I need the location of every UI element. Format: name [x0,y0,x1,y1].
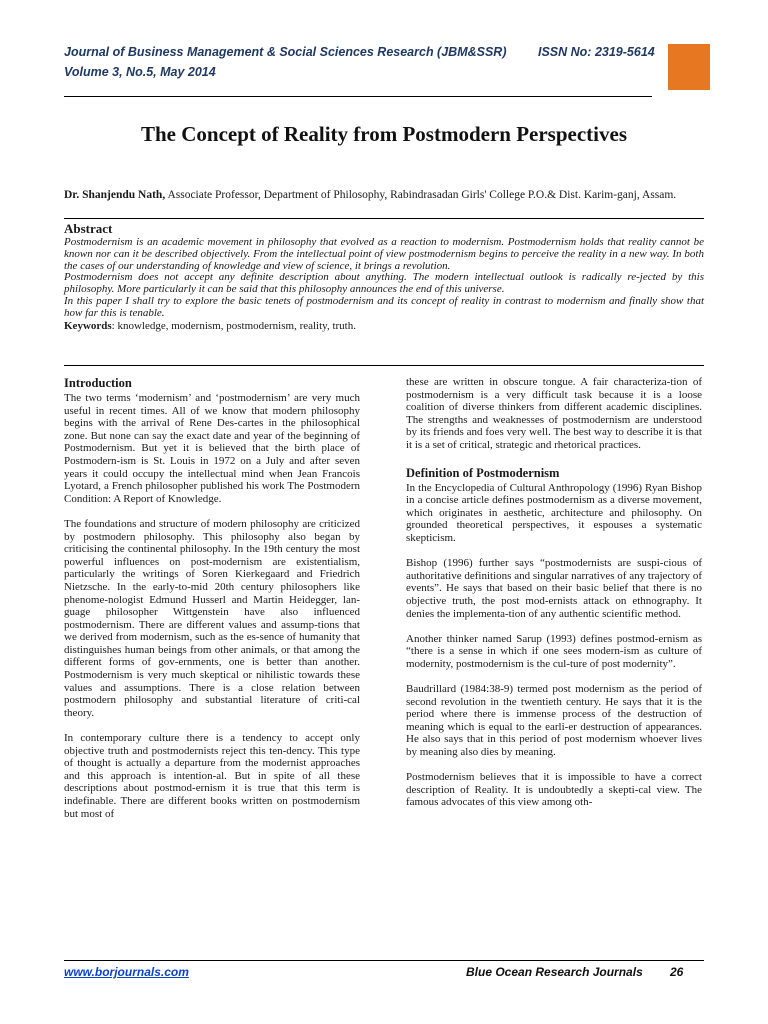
left-column [64,376,360,833]
author-name: Dr. Shanjendu Nath, [64,189,166,201]
abstract-paragraph: Postmodernism does not accept any definite description about anything. The modern intellectual outlook is radically re-jected by this philosophy. More particularly it can be said that this philosophy announces the end of this universe. [64,271,704,296]
definition-heading: Definition of Postmodernism [406,465,560,480]
body-paragraph: Postmodernism believes that it is impossible to have a correct description of Reality. It is undoubtedly a skepti-cal view. The famous advocates of this view among oth- [406,771,702,809]
body-paragraph: Another thinker named Sarup (1993) defines postmod-ernism as “there is a sense in which if one sees modern-ism as culture of modernity, postmodernism is the cul-ture of post modernity”. [406,632,702,670]
abstract-section [64,221,704,332]
author-affiliation: Associate Professor, Department of Philosophy, Rabindrasadan Girls' College P.O.& Dist. Karim-ganj, Assam. [165,189,677,201]
body-paragraph: In the Encyclopedia of Cultural Anthropology (1996) Ryan Bishop in a concise article defines postmodernism as a diverse movement, which originates in aesthetic, architecture and philosophy. On grounded theoretical perspectives, it espouses a systematic skepticism. [406,481,702,544]
author-line [64,188,704,202]
right-column [406,376,702,822]
abstract-divider [64,365,704,366]
issn-number: ISSN No: 2319-5614 [538,45,655,59]
body-paragraph: In contemporary culture there is a tendency to accept only objective truth and postmodernists reject this ten-dency. This type of thought is actually a departure from the modernist approaches and this approach is intention-al. But in spite of all these descriptions about postmod-ernism it is true that this term is indefinable. There are different books written on postmodernism but most of [64,732,360,820]
keywords-label: Keywords [64,319,112,332]
keywords-line [64,321,704,333]
author-divider [64,218,704,219]
body-paragraph: Baudrillard (1984:38-9) termed post modernism as the period of second revolution in the twentieth century. He says that it is the period where there is immense process of the destruction of meaning which is equal to the earli-er destruction of appearances. He also says that in this period of post modernism whoever lives by meaning also dies by meaning. [406,683,702,759]
header-accent-block [668,44,710,90]
page-number: 26 [670,965,684,979]
publisher-name: Blue Ocean Research Journals [466,965,643,979]
journal-header [64,42,704,82]
header-divider [64,96,652,97]
body-paragraph: Bishop (1996) further says “postmodernists are suspi-cious of authoritative definitions and singular narratives of any trajectory of events”. He says that based on their basic belief that there is no objective truth, the post mod-ernists attack on ethnography. It denies the implementa-tion of any authentic scientific method. [406,557,702,620]
body-paragraph: The two terms ‘modernism’ and ‘postmodernism’ are very much useful in recent times. All of we know that modern philosophy begins with the arrival of Rene Des-cartes in the philosophical zone. But none can say the exact date and year of the beginning of Postmodernism. But yet it is believed that the birth place of Postmodern-ism is St. Louis in 1972 on a July and after seven years it could occupy the intellectual mind when Jean Francois Lyotard, a French philosopher published his work The Postmodern Condition: A Report of Knowledge. [64,392,360,505]
abstract-paragraph: Postmodernism is an academic movement in philosophy that evolved as a reaction to modernism. Postmodernism holds that reality cannot be known nor can it be described objectively. From the intellectual point of view postmodernism begins to perceive the reality in a new way. In both the cases of our understanding of knowledge and view of science, it brings a revolution. [64,236,704,272]
keywords-list: : knowledge, modernism, postmodernism, reality, truth. [111,319,356,332]
journal-name: Journal of Business Management & Social Sciences Research (JBM&SSR) [64,45,507,59]
abstract-paragraph: In this paper I shall try to explore the basic tenets of postmodernism and its concept of reality in contrast to modernism and finally show that how far this is tenable. [64,294,704,319]
body-paragraph: these are written in obscure tongue. A fair characteriza-tion of postmodernism is a very difficult task because it is a loose coalition of diverse thinkers from different academic disciplines. The strengths and weaknesses of postmodernism are understood by its friends and foes very well. The best way to describe it is that it is a set of critical, strategic and rhetorical practices. [406,376,702,451]
journal-volume: Volume 3, No.5, May 2014 [64,65,216,79]
abstract-heading: Abstract [64,221,113,236]
footer-divider [64,960,704,961]
journal-website-link[interactable]: www.borjournals.com [64,965,189,979]
paper-title: The Concept of Reality from Postmodern Perspectives [140,122,627,146]
body-paragraph: The foundations and structure of modern philosophy are criticized by postmodern philosophy. This philosophy also began by criticising the continental philosophy. In the 19th century the most powerful influences on post-modernism are existentialism, particularly the writings of Soren Kierkegaard and Friedrich Nietzsche. In the early-to-mid 20th century philosophers like phenome-nologist Edmund Husserl and Martin Heidegger, lan-guage philosopher Wittgenstein have also influenced postmodernism. There are different values and assump-tions that we derived from modernism, such as the es-sence of humanity that distinguishes human beings from other animals, or that among the different forms of gov-ernments, one is better than another. Postmodernism is very much skeptical or nihilistic towards these values and assumptions. There is a close relation between postmodern philosophy and substantial literature of criti-cal theory. [64,517,360,719]
introduction-heading: Introduction [64,376,132,390]
